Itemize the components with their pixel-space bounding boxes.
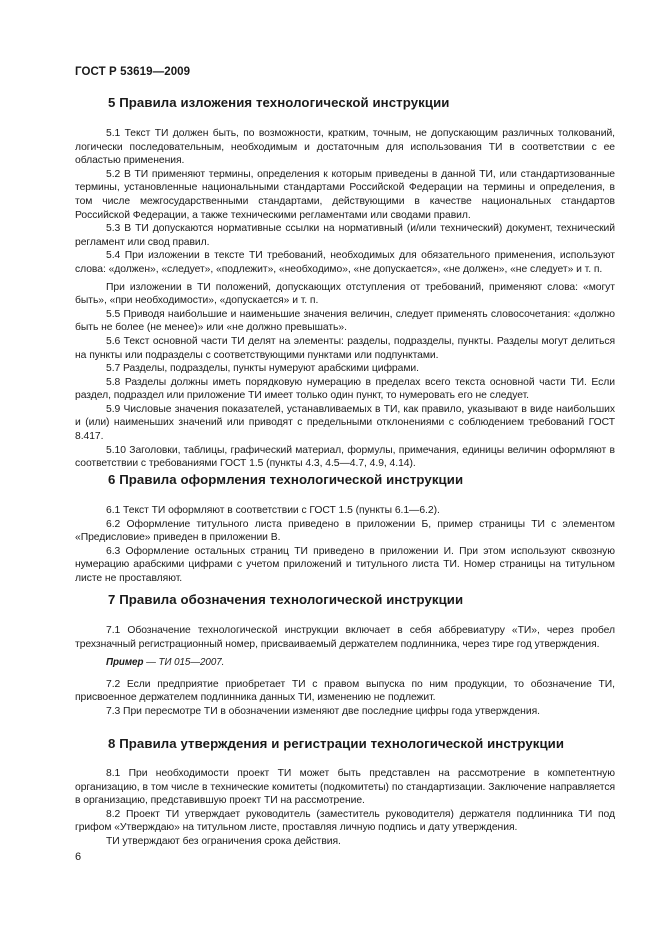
section-6-title: 6 Правила оформления технологической инструкции	[108, 472, 464, 487]
section-6	[75, 472, 615, 586]
paragraph-7-3: 7.3 При пересмотре ТИ в обозначении изменяют две последние цифры года утверждения.	[106, 705, 540, 717]
paragraph-5-2: 5.2 В ТИ применяют термины, определения к которым приведены в данной ТИ, или стандартизованные термины, установленные национальными стандартами Российской Федерации на термины и определения, в том числе межгосударственными стандартами, действующими в качестве национальных стандартов Российской Федерации, а также техническими регламентами или сводами правил.	[75, 168, 615, 221]
section-8-title: 8 Правила утверждения и регистрации технологической инструкции	[108, 736, 565, 751]
page-number: 6	[75, 851, 82, 863]
paragraph-8-1: 8.1 При необходимости проект ТИ может быть представлен на рассмотрение в компетентную организацию, в том числе в технические комитеты (подкомитеты) по стандартизации. Заключение направляется в организацию, представившую проект ТИ на рассмотрение.	[75, 768, 615, 807]
paragraph-6-1: 6.1 Текст ТИ оформляют в соответствии с ГОСТ 1.5 (пункты 6.1—6.2).	[106, 505, 440, 516]
example-text: — ТИ 015—2007.	[146, 657, 225, 669]
section-7	[75, 592, 615, 719]
paragraph-5-9: 5.9 Числовые значения показателей, устанавливаемых в ТИ, как правило, указывают в виде наибольших и (или) наименьших значений или приводят с предельными отклонениями с соблюдением требований ГОСТ 8.417.	[75, 403, 615, 443]
paragraph-5-4: 5.4 При изложении в тексте ТИ требований, необходимых для обязательного применения, используют слова: «должен», «следует», «подлежит», «необходимо», «не допускается», «не должен», «не следует» и т. п.	[75, 250, 615, 275]
paragraph-5-5: 5.5 Приводя наибольшие и наименьшие значения величин, следует применять словосочетания: «должно быть не более (не менее)» или «не должно превышать».	[75, 308, 615, 334]
paragraph-8-2-note: ТИ утверждают без ограничения срока действия.	[106, 835, 341, 847]
example-line	[75, 656, 615, 670]
paragraph-5-6: 5.6 Текст основной части ТИ делят на элементы: разделы, подразделы, пункты. Разделы могут делиться на пункты или подразделы с соответствующими пунктами или подпунктами.	[75, 335, 615, 361]
paragraph-6-2: 6.2 Оформление титульного листа приведено в приложении Б, пример страницы ТИ с элементом «Предисловие» приведен в приложении В.	[75, 518, 615, 544]
document-header: ГОСТ Р 53619—2009	[75, 66, 191, 78]
paragraph-5-10: 5.10 Заголовки, таблицы, графический материал, формулы, примечания, единицы величин оформляют в соответствии с требованиями ГОСТ 1.5 (пункты 4.3, 4.5—4.7, 4.9, 4.14).	[75, 444, 615, 470]
paragraph-5-1: 5.1 Текст ТИ должен быть, по возможности, кратким, точным, не допускающим различных толкований, логически последовательным, необходимым и достаточным для использования ТИ в соответствии с ее областью применения.	[75, 128, 615, 167]
paragraph-7-2: 7.2 Если предприятие приобретает ТИ с правом выпуска по ним продукции, то обозначение ТИ, присвоенное держателем подлинника данных ТИ, изменению не подлежит.	[75, 678, 615, 704]
section-8	[75, 736, 615, 849]
example-label: Пример	[106, 657, 144, 669]
section-7-title: 7 Правила обозначения технологической инструкции	[108, 592, 464, 607]
paragraph-5-3: 5.3 В ТИ допускаются нормативные ссылки на нормативный (и/или технический) документ, технический регламент или свод правил.	[75, 223, 615, 248]
paragraph-5-4-note: При изложении в ТИ положений, допускающих отступления от требований, применяют слова: «могут быть», «при необходимости», «допускается» и т. п.	[75, 281, 615, 307]
section-5	[75, 95, 615, 471]
paragraph-5-7: 5.7 Разделы, подразделы, пункты нумеруют арабскими цифрами.	[106, 363, 419, 375]
section-5-title: 5 Правила изложения технологической инструкции	[108, 95, 450, 110]
paragraph-7-1: 7.1 Обозначение технологической инструкции включает в себя аббревиатуру «ТИ», через пробел трехзначный регистрационный номер, присваиваемый держателем подлинника, через тире год утверждения.	[75, 625, 615, 650]
paragraph-6-3: 6.3 Оформление остальных страниц ТИ приведено в приложении И. При этом используют сквозную нумерацию арабскими цифрами с учетом приложений и титульного листа ТИ. Номер страницы на титульном листе не проставляют.	[75, 545, 615, 584]
paragraph-5-8: 5.8 Разделы должны иметь порядковую нумерацию в пределах всего текста основной части ТИ. Если раздел, подраздел или приложение ТИ имеет только один пункт, то нумеровать его не следует.	[75, 376, 615, 402]
paragraph-8-2: 8.2 Проект ТИ утверждает руководитель (заместитель руководителя) держателя подлинника ТИ под грифом «Утверждаю» на титульном листе, проставляя личную подпись и дату утверждения.	[75, 808, 615, 834]
